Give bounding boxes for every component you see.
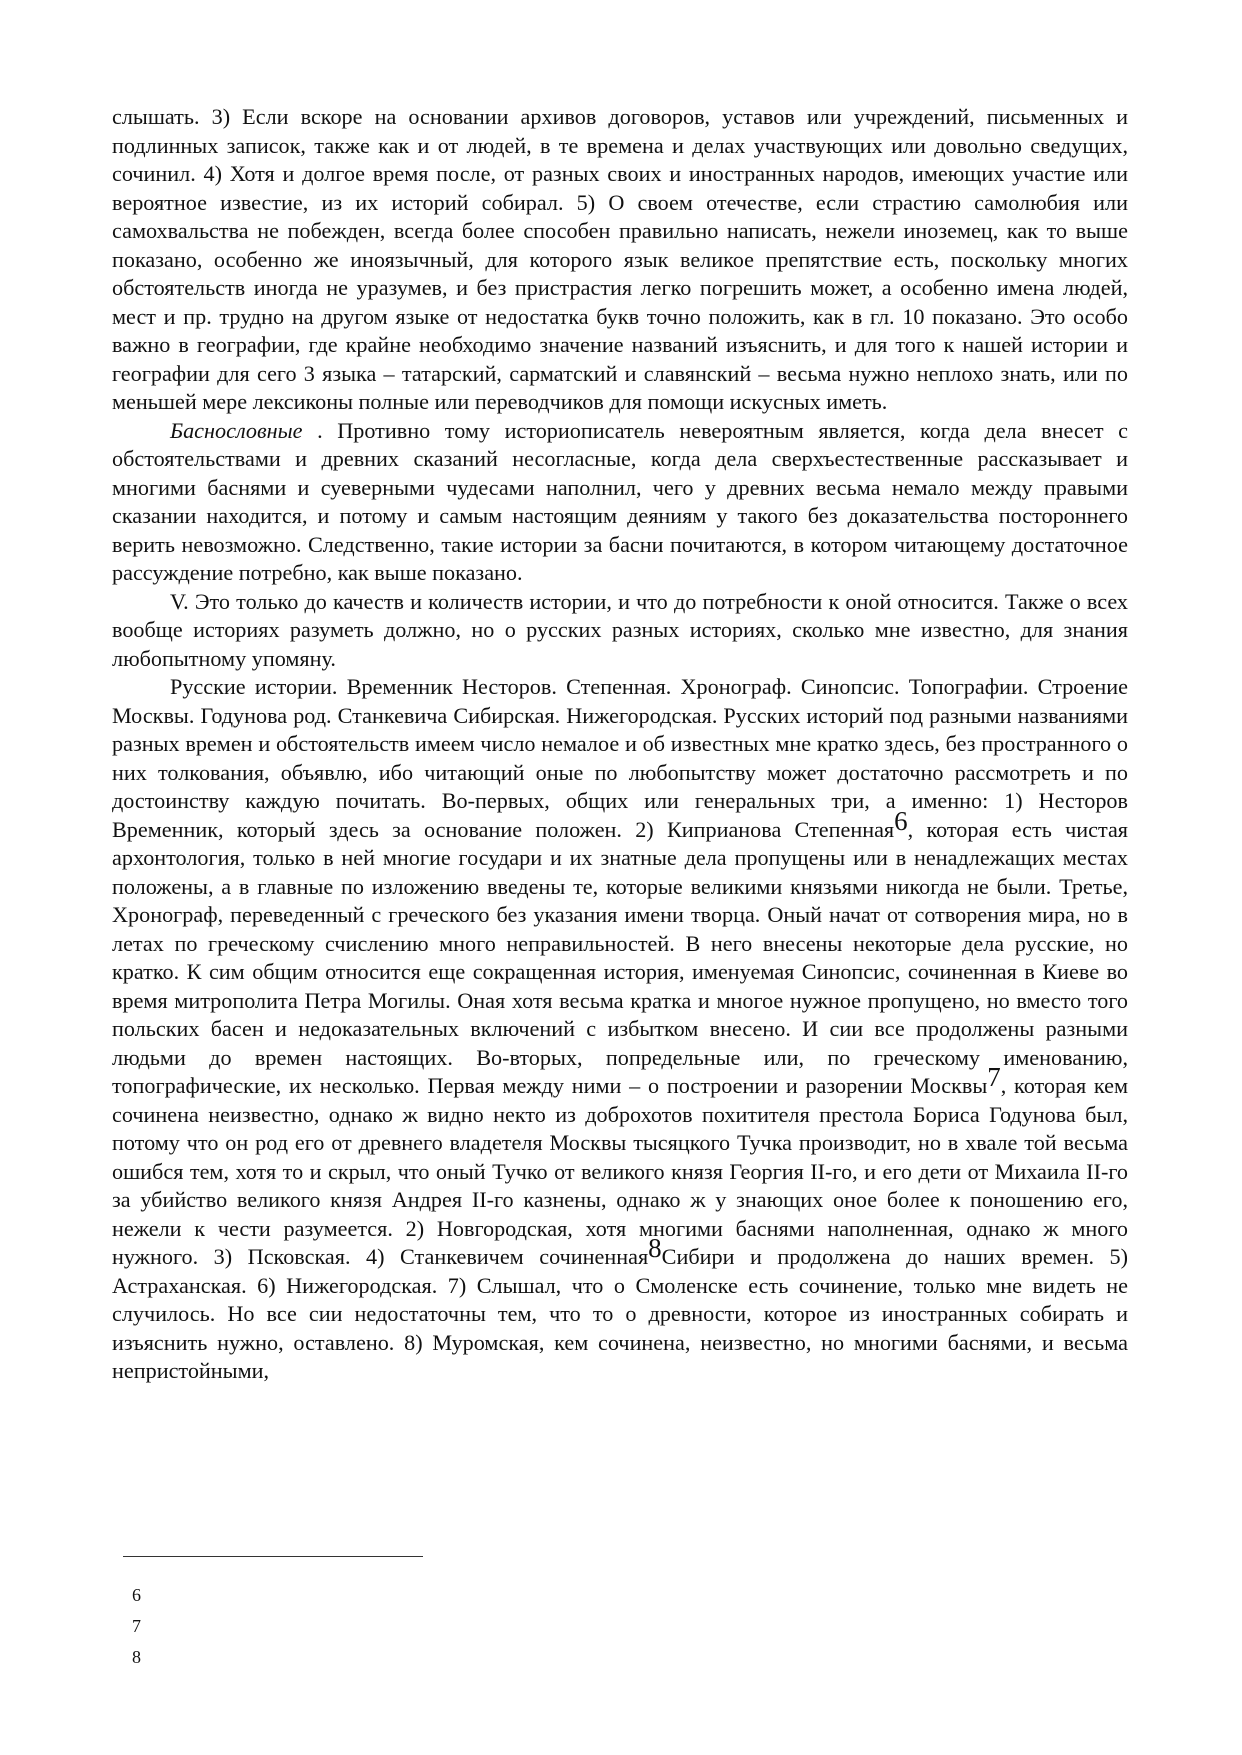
footnote-number: 8 xyxy=(132,1647,141,1667)
text-run: . Противно тому историописатель невероятным является, когда дела внесет с обстоятельствами и древних сказаний несогласные, когда дела сверхъестественные рассказывает и многими баснями и суеверными чудесами наполнил, чего у древних весьма немало между правыми сказании находится, и потому и самым настоящим деяниям у такого без доказательства постороннего верить невозможно. Следственно, такие истории за басни почитаются, в котором читающему достаточное рассуждение потребно, как выше показано. xyxy=(112,417,1128,585)
italic-term: Баснословные xyxy=(170,417,303,443)
footnotes xyxy=(132,1580,141,1673)
footnote-separator xyxy=(123,1556,423,1557)
footnote-ref: 8 xyxy=(648,1233,662,1263)
text-run: , которая кем сочинена неизвестно, однако ж видно некто из доброхотов похитителя престола Бориса Годунова был, потому что он род его от древнего владетеля Москвы тысяцкого Тучка производит, но в хвале той весьма ошибся тем, хотя то и скрыл, что оный Тучко от великого князя Георгия II-го, и его дети от Михаила II-го за убийство великого князя Андрея II-го казнены, однако ж у знающих оное более к поношению его, нежели к чести разумеется. 2) Новгородская, хотя многими баснями наполненная, однако ж много нужного. 3) Псковская. 4) Станкевичем сочиненная xyxy=(112,1073,1129,1269)
body-text xyxy=(112,103,1128,1386)
text-run: Русские истории. Временник Несторов. Степенная. Хронограф. Синопсис. Топографии. Строение Москвы. Годунова род. Станкевича Сибирская. Нижегородская. Русских историй под разными названиями разных времен и обстоятельств имеем число немалое и об известных мне кратко здесь, без пространного о них толкования, объявлю, ибо читающий оные по любопытству может достаточно рассмотреть и по достоинству каждую почитать. Во-первых, общих или генеральных три, а именно: 1) Несторов Временник, который здесь за основание положен. 2) Киприанова Степенная xyxy=(112,674,1128,842)
footnote-number: 6 xyxy=(132,1585,141,1605)
text-run: Сибири и продолжена до наших времен. 5) Астраханская. 6) Нижегородская. 7) Слышал, что о Смоленске есть сочинение, только мне видеть не случилось. Но все сии недостаточны тем, что то о древности, которое из иностранных собирать и изъяснить нужно, оставлено. 8) Муромская, кем сочинена, неизвестно, но многими баснями, и весьма непристойными, xyxy=(112,1244,1128,1383)
paragraph xyxy=(112,588,1128,674)
footnote-ref: 7 xyxy=(987,1062,1001,1092)
footnote-ref: 6 xyxy=(894,805,908,836)
paragraph xyxy=(112,103,1128,417)
text-run: V. Это только до качеств и количеств истории, и что до потребности к оной относится. Также о всех вообще историях разуметь должно, но о русских разных историях, сколько мне известно, для знания любопытному упомяну. xyxy=(112,588,1128,671)
paragraph xyxy=(112,673,1128,1386)
text-run: слышать. 3) Если вскоре на основании архивов договоров, уставов или учреждений, письменных и подлинных записок, также как и от людей, в те времена и делах участвующих или довольно сведущих, сочинил. 4) Хотя и долгое время после, от разных своих и иностранных народов, имеющих участие или вероятное известие, из их историй собирал. 5) О своем отечестве, если страстию самолюбия или самохвальства не побежден, всегда более способен правильно написать, нежели иноземец, как то выше показано, особенно же иноязычный, для которого язык великое препятствие есть, поскольку многих обстоятельств иногда не уразумев, и без пристрастия легко погрешить может, а особенно имена людей, мест и пр. трудно на другом языке от недостатка букв точно положить, как в гл. 10 показано. Это особо важно в географии, где крайне необходимо значение названий изъяснить, и для того к нашей истории и географии для сего 3 языка – татарский, сарматский и славянский – весьма нужно неплохо знать, или по меньшей мере лексиконы полные или переводчиков для помощи искусных иметь. xyxy=(112,104,1128,414)
footnote-number: 7 xyxy=(132,1616,141,1636)
text-run: , которая есть чистая архонтология, только в ней многие государи и их знатные дела пропущены или в ненадлежащих местах положены, а в главные по изложению введены те, которые великими князьями никогда не были. Третье, Хронограф, переведенный с греческого без указания имени творца. Оный начат от сотворения мира, но в летах по греческому счислению много неправильностей. В него внесены некоторые дела русские, но кратко. К сим общим относится еще сокращенная история, именуемая Синопсис, сочиненная в Киеве во время митрополита Петра Могилы. Оная хотя весьма кратка и многое нужное пропущено, но вместо того польских басен и недоказательных включений с избытком внесено. И сии все продолжены разными людьми до времен настоящих. Во-вторых, попредельные или, по греческому именованию, топографические, их несколько. Первая между ними – о построении и разорении Москвы xyxy=(112,816,1128,1098)
paragraph xyxy=(112,417,1128,588)
